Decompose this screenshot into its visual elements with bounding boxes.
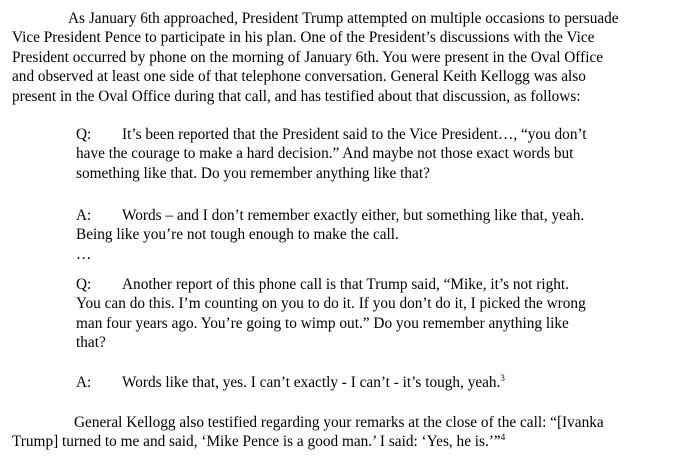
intro-line: and observed at least one side of that telephone conversation. General Keith Kellogg was also — [12, 68, 586, 86]
qa-line — [76, 125, 636, 144]
answer-block — [76, 206, 636, 264]
intro-line: President occurred by phone on the morning of January 6th. You were present in the Oval Office — [12, 48, 604, 66]
speaker-label: Q: — [76, 276, 92, 293]
intro-line: As January 6th approached, President Trump attempted on multiple occasions to persuade — [68, 10, 619, 27]
qa-line: man four years ago. You’re going to wimp out.” Do you remember anything like — [76, 314, 569, 332]
qa-line: You can do this. I’m counting on you to do it. If you don’t do it, I picked the wrong — [76, 295, 586, 313]
qa-text: Words – and I don’t remember exactly either, but something like that, yeah. — [122, 207, 585, 224]
intro-line: present in the Oval Office during that call, and has testified about that discussion, as follows: — [12, 87, 581, 105]
qa-line: that? — [76, 334, 106, 352]
qa-line: Being like you’re not tough enough to make the call. — [76, 226, 399, 244]
question-block — [76, 275, 636, 353]
closing-text: Trump] turned to me and said, ‘Mike Pence is a good man.’ I said: ‘Yes, he is.’” — [12, 433, 501, 451]
footnote-marker: 3 — [500, 373, 505, 383]
answer-block — [76, 373, 636, 392]
closing-line: General Kellogg also testified regarding your remarks at the close of the call: “[Ivanka — [74, 414, 604, 431]
qa-text: Words like that, yes. I can’t exactly - I can’t - it’s tough, yeah. — [122, 374, 501, 391]
ellipsis: … — [76, 245, 92, 263]
speaker-label: A: — [76, 207, 92, 224]
qa-line: have the courage to make a hard decision.” And maybe not those exact words but — [76, 145, 574, 163]
question-block — [76, 125, 636, 183]
footnote-marker: 4 — [500, 432, 506, 443]
speaker-label: Q: — [76, 126, 92, 143]
intro-line: Vice President Pence to participate in his plan. One of the President’s discussions with the Vice — [12, 29, 595, 47]
intro-paragraph — [12, 9, 674, 106]
qa-text: Another report of this phone call is that Trump said, “Mike, it’s not right. — [122, 276, 569, 293]
speaker-label: A: — [76, 374, 92, 391]
qa-line — [76, 373, 636, 392]
closing-line — [12, 432, 674, 451]
qa-line — [76, 275, 636, 294]
qa-line — [76, 206, 636, 225]
closing-paragraph — [12, 413, 674, 452]
qa-line: something like that. Do you remember anything like that? — [76, 164, 430, 182]
qa-text: It’s been reported that the President said to the Vice President…, “you don’t — [122, 126, 587, 143]
